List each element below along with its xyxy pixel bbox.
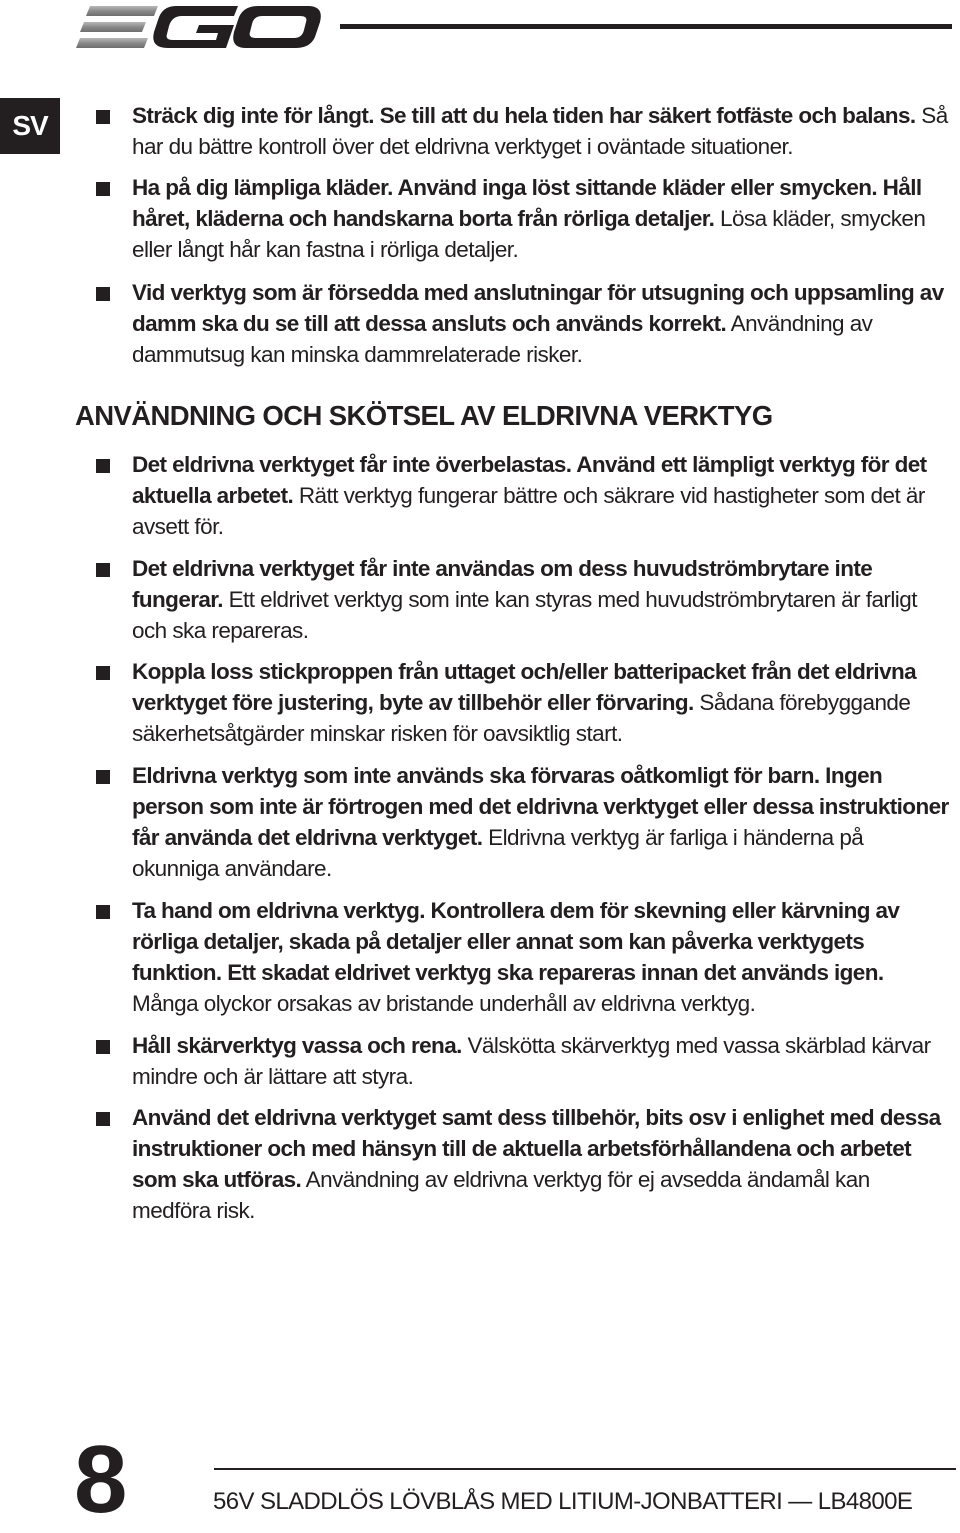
list-item <box>132 553 954 646</box>
list-item <box>132 172 954 265</box>
item-bold-text: Sträck dig inte för långt. Se till att du hela tiden har säkert fotfäste och balans. <box>132 103 916 128</box>
list-item <box>132 1102 954 1226</box>
item-text: Ett eldrivet verktyg som inte kan styras med huvudströmbrytaren är farligt och ska repareras. <box>132 587 917 643</box>
bullet-icon <box>96 110 110 124</box>
section-heading: ANVÄNDNING OCH SKÖTSEL AV ELDRIVNA VERKTYG <box>75 400 773 431</box>
item-bold-text: Eldrivna verktyg som inte används ska förvaras oåtkomligt för barn. Ingen person som inte är förtrogen med det eldrivna verktyget eller dessa instruktioner får använda det eldrivna verktyget. <box>132 763 949 850</box>
list-item <box>132 277 954 370</box>
list-item <box>132 656 954 749</box>
bullet-icon <box>96 287 110 301</box>
bullet-icon <box>96 563 110 577</box>
bullet-icon <box>96 905 110 919</box>
list-item <box>132 1030 954 1092</box>
item-text: Användning av dammutsug kan minska dammrelaterade risker. <box>132 311 873 367</box>
list-item <box>132 449 954 542</box>
item-text: Användning av eldrivna verktyg för ej avsedda ändamål kan medföra risk. <box>132 1167 870 1223</box>
item-text: Så har du bättre kontroll över det eldrivna verktyget i oväntade situationer. <box>132 103 948 159</box>
list-item <box>132 760 954 884</box>
bullet-icon <box>96 182 110 196</box>
bullet-icon <box>96 459 110 473</box>
page-number: 8 <box>74 1426 125 1533</box>
item-bold-text: Vid verktyg som är försedda med anslutningar för utsugning och uppsamling av damm ska du se till att dessa ansluts och används korrekt. <box>132 280 944 336</box>
item-text: Sådana förebyggande säkerhetsåtgärder minskar risken för oavsiktlig start. <box>132 690 911 746</box>
bullet-icon <box>96 1112 110 1126</box>
item-bold-text: Ha på dig lämpliga kläder. Använd inga löst sittande kläder eller smycken. Håll håret, kläderna och handskarna borta från rörliga detaljer. <box>132 175 922 231</box>
footer-title: 56V SLADDLÖS LÖVBLÅS MED LITIUM-JONBATTERI — LB4800E <box>213 1488 913 1515</box>
item-bold-text: Håll skärverktyg vassa och rena. <box>132 1033 462 1058</box>
item-text: Många olyckor orsakas av bristande underhåll av eldrivna verktyg. <box>132 991 756 1016</box>
bullet-icon <box>96 666 110 680</box>
item-text: Lösa kläder, smycken eller långt hår kan fastna i rörliga detaljer. <box>132 206 926 262</box>
item-bold-text: Det eldrivna verktyget får inte överbelastas. Använd ett lämpligt verktyg för det aktuella arbetet. <box>132 452 927 508</box>
item-bold-text: Det eldrivna verktyget får inte användas om dess huvudströmbrytare inte fungerar. <box>132 556 873 612</box>
header-rule <box>340 24 952 29</box>
ego-logo <box>76 0 321 56</box>
item-bold-text: Använd det eldrivna verktyget samt dess tillbehör, bits osv i enlighet med dessa instruktioner och med hänsyn till de aktuella arbetsförhållandena och arbetet som ska utföras. <box>132 1105 941 1192</box>
item-text: Eldrivna verktyg är farliga i händerna på okunniga användare. <box>132 825 864 881</box>
bullet-icon <box>96 1040 110 1054</box>
item-text: Välskötta skärverktyg med vassa skärblad kärvar mindre och är lättare att styra. <box>132 1033 931 1089</box>
language-tab: SV <box>0 98 60 154</box>
footer-rule <box>214 1468 956 1470</box>
list-item <box>132 895 954 1019</box>
item-text: Rätt verktyg fungerar bättre och säkrare vid hastigheter som det är avsett för. <box>132 483 925 539</box>
bullet-icon <box>96 770 110 784</box>
list-item <box>132 100 954 162</box>
item-bold-text: Koppla loss stickproppen från uttaget och/eller batteripacket från det eldrivna verktyget före justering, byte av tillbehör eller förvaring. <box>132 659 917 715</box>
item-bold-text: Ta hand om eldrivna verktyg. Kontrollera dem för skevning eller kärvning av rörliga detaljer, skada på detaljer eller annat som kan påverka verktygets funktion. Ett skadat eldrivet verktyg ska repareras innan det används igen. <box>132 898 900 985</box>
